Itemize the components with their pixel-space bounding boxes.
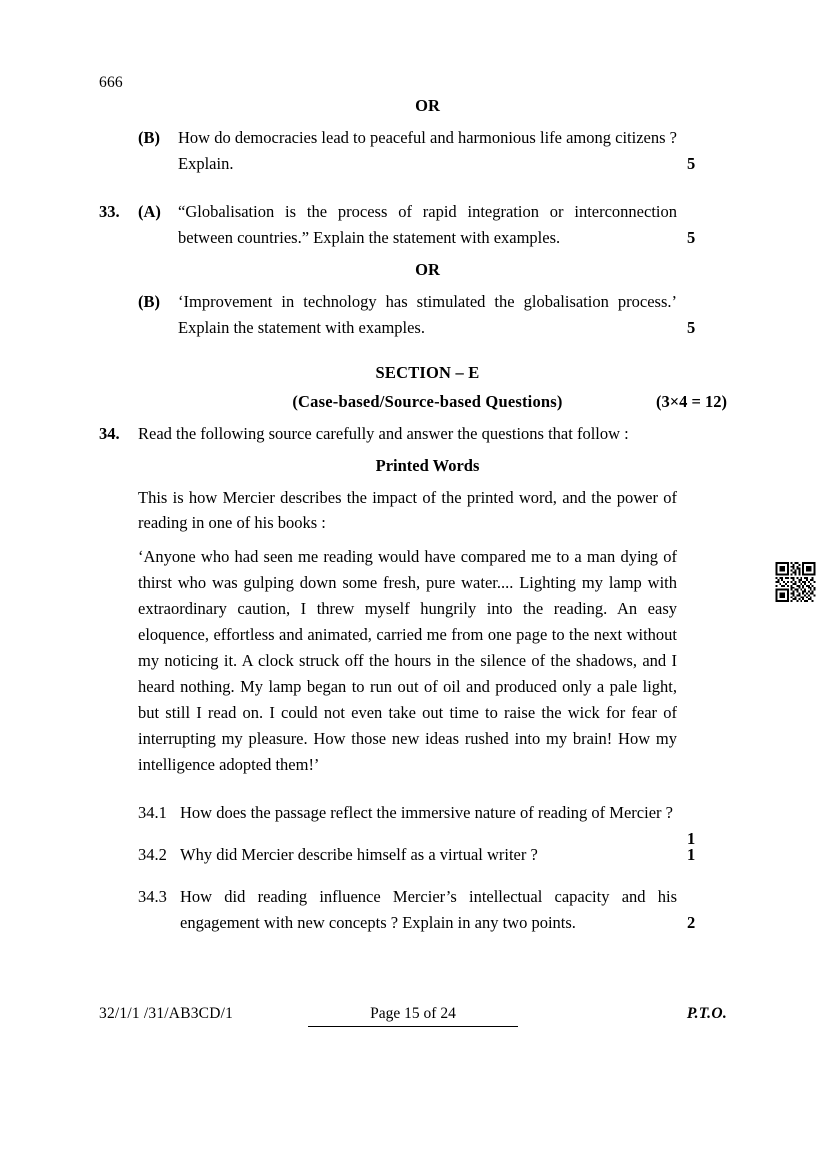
booklet-code: 666: [99, 74, 123, 91]
source-quote-paragraph: ‘Anyone who had seen me reading would have compared me to a man dying of thirst who was gulping down some fresh, pure water.... Lighting my lamp with extraordinary caution, I threw myself hungrily into the reading. An easy eloquence, effortless and animated, carried me from one page to the next without my noticing it. A clock struck off the hours in the silence of the shadows, and I heard nothing. My lamp began to run out of oil and produced only a pale light, but still I read on. I could not even take out time to raise the wick for fear of interrupting my pleasure. How those new ideas rushed into my brain! How my intelligence adopted them!’: [138, 547, 677, 774]
spacer: [99, 341, 727, 363]
footer-page-number: Page 15 of 24: [308, 1005, 518, 1027]
footer-paper-code: 32/1/1 /31/AB3CD/1: [99, 1005, 234, 1022]
spacer: [99, 251, 727, 260]
source-lead-paragraph: This is how Mercier describes the impact of the printed word, and the power of reading in one of his books :: [138, 488, 677, 532]
section-heading: SECTION – E: [375, 363, 480, 382]
question-33b-marks: 5: [687, 318, 696, 337]
qr-code-icon: [774, 562, 817, 602]
question-32b-text: How do democracies lead to peaceful and harmonious life among citizens ? Explain.: [178, 128, 677, 173]
question-33-number: 33.: [99, 202, 120, 221]
question-33a: [99, 199, 727, 251]
sub-question-34-3-number: 34.3: [138, 887, 167, 906]
sub-question-34-3-text: How did reading influence Mercier’s intellectual capacity and his engagement with new concepts ? Explain in any two points.: [180, 887, 677, 932]
spacer: [99, 116, 727, 125]
sub-question-34-2-number: 34.2: [138, 845, 167, 864]
sub-question-34-2: [99, 842, 727, 868]
or-separator-32: OR: [415, 96, 440, 115]
spacer: [99, 826, 727, 842]
spacer: [99, 778, 727, 800]
sub-question-34-1: [99, 800, 727, 848]
or-separator-33: OR: [415, 260, 440, 279]
section-subheading: (Case-based/Source-based Questions): [292, 392, 563, 411]
section-marks: (3×4 = 12): [655, 392, 727, 411]
spacer: [99, 177, 727, 199]
question-33a-text: “Globalisation is the process of rapid integration or interconnection between countries.” Explain the statement with examples.: [178, 202, 677, 247]
spacer: [99, 476, 727, 485]
question-34: [99, 421, 727, 447]
footer-pto: P.T.O.: [686, 1005, 727, 1022]
question-33a-marks: 5: [687, 228, 696, 247]
qr-code: [774, 562, 817, 602]
spacer: [99, 280, 727, 289]
spacer: [99, 447, 727, 456]
page-footer: [99, 1005, 727, 1035]
question-32b: [99, 125, 727, 177]
question-32b-marks: 5: [687, 154, 696, 173]
question-33b-text: ‘Improvement in technology has stimulated the globalisation process.’ Explain the statement with examples.: [178, 292, 677, 337]
section-subheading-row: [99, 392, 727, 412]
page-content: [99, 96, 727, 936]
question-33b: [99, 289, 727, 341]
sub-question-34-1-marks: 1: [687, 829, 696, 848]
question-34-instruction: Read the following source carefully and answer the questions that follow :: [138, 424, 629, 443]
question-33a-option: (A): [138, 202, 161, 221]
question-32b-option: (B): [138, 128, 160, 147]
spacer: [99, 868, 727, 884]
sub-question-34-3: [99, 884, 727, 936]
spacer: [99, 535, 727, 544]
question-33b-option: (B): [138, 292, 160, 311]
sub-question-34-2-text: Why did Mercier describe himself as a virtual writer ?: [180, 845, 538, 864]
question-34-number: 34.: [99, 424, 120, 443]
sub-question-34-1-number: 34.1: [138, 803, 167, 822]
spacer: [99, 412, 727, 421]
sub-question-34-2-marks: 1: [687, 845, 696, 864]
spacer: [99, 383, 727, 392]
source-title: Printed Words: [375, 456, 480, 475]
sub-question-34-3-marks: 2: [687, 913, 696, 932]
sub-question-34-1-text: How does the passage reflect the immersive nature of reading of Mercier ?: [180, 803, 673, 822]
